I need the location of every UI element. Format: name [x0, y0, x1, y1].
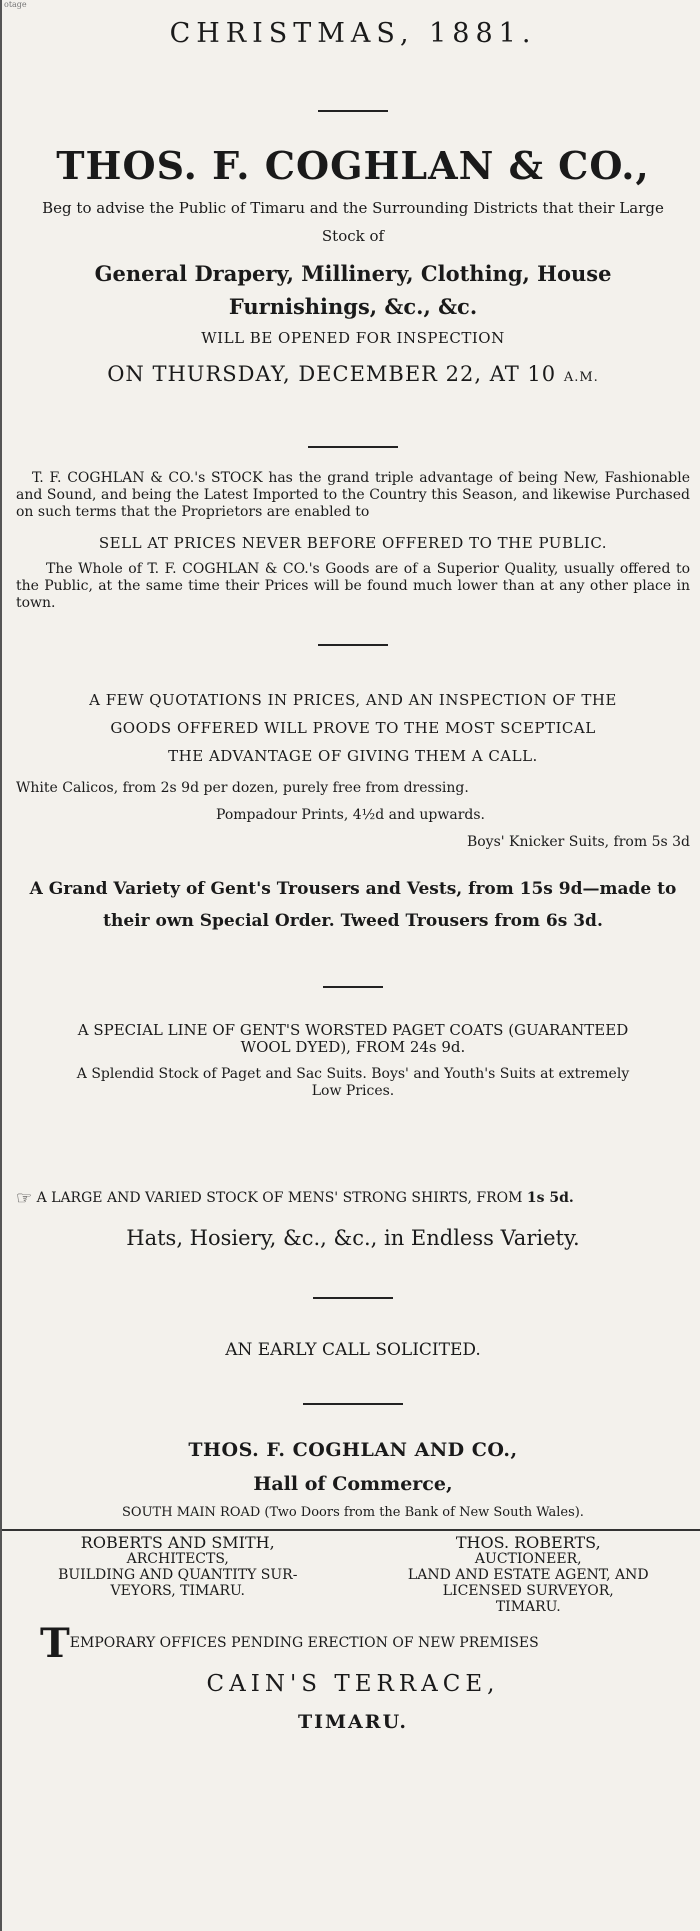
goods-line-1: General Drapery, Millinery, Clothing, House [94, 261, 612, 286]
footer-left-line4: VEYORS, TIMARU. [110, 1583, 245, 1599]
prints-price: Pompadour Prints, 4½d and upwards. [216, 807, 485, 823]
footer-left-line2: ARCHITECTS, [126, 1551, 229, 1567]
closing-firm: THOS. F. COGHLAN AND CO., [188, 1439, 518, 1461]
opening-date-main: ON THURSDAY, DECEMBER 22, AT 10 [107, 362, 557, 386]
footer-divider [2, 1529, 700, 1531]
timaru-town: TIMARU. [297, 1711, 409, 1733]
cains-terrace: CAIN'S TERRACE, [206, 1671, 500, 1697]
quotations-line-3: THE ADVANTAGE OF GIVING THEM A CALL. [168, 747, 538, 765]
knicker-price: Boys' Knicker Suits, from 5s 3d [466, 834, 690, 850]
advise-text: Beg to advise the Public of Timaru and the Surrounding Districts that their Large Stock of [42, 199, 664, 245]
footer-right-line5: TIMARU. [495, 1599, 561, 1615]
temporary-offices [16, 1620, 690, 1667]
footer-right-line3: LAND AND ESTATE AGENT, AND [407, 1567, 649, 1583]
hall-of-commerce: Hall of Commerce, [253, 1473, 453, 1495]
divider [318, 110, 388, 112]
divider [318, 644, 388, 646]
shirts-price: 1s 5d. [526, 1190, 574, 1206]
shirts-line [16, 1188, 690, 1209]
pointing-hand-icon: ☞ [16, 1188, 33, 1209]
divider [323, 986, 383, 988]
closing-address: SOUTH MAIN ROAD (Two Doors from the Bank of New South Wales). [122, 1505, 584, 1520]
paget-line-2: WOOL DYED), FROM 24s 9d. [240, 1038, 466, 1056]
opening-date [16, 354, 690, 398]
opened-text: WILL BE OPENED FOR INSPECTION [201, 329, 505, 347]
divider [308, 446, 398, 448]
page-title: CHRISTMAS, 1881. [169, 18, 537, 49]
footer-right-line4: LICENSED SURVEYOR, [442, 1583, 614, 1599]
footer-left-column [16, 1535, 340, 1615]
early-call: AN EARLY CALL SOLICITED. [225, 1340, 481, 1360]
quotations-line-2: GOODS OFFERED WILL PROVE TO THE MOST SCEPTICAL [110, 719, 596, 737]
calicos-price: White Calicos, from 2s 9d per dozen, purely free from dressing. [16, 780, 469, 796]
footer-right-column [366, 1535, 690, 1615]
footer-right-name: THOS. ROBERTS, [455, 1533, 601, 1552]
paget-line-1: A SPECIAL LINE OF GENT'S WORSTED PAGET COATS (GUARANTEED [77, 1021, 629, 1039]
divider [313, 1297, 393, 1299]
footer-left-name: ROBERTS AND SMITH, [80, 1533, 275, 1552]
footer-right-line2: AUCTIONEER, [474, 1551, 582, 1567]
paget-suits-line-1: A Splendid Stock of Paget and Sac Suits. Boys' and Youth's Suits at extremely [76, 1066, 630, 1082]
footer-columns [16, 1535, 690, 1615]
firm-heading: THOS. F. COGHLAN & CO., [56, 143, 650, 188]
corner-mark: otage [4, 0, 27, 9]
stock-paragraph-2: The Whole of T. F. COGHLAN & CO.'s Goods are of a Superior Quality, usually offered to the Public, at the same time their Prices will be found much lower than at any other place in town. [16, 561, 690, 611]
hats-line: Hats, Hosiery, &c., &c., in Endless Variety. [126, 1226, 580, 1250]
paget-suits-line-2: Low Prices. [311, 1083, 395, 1099]
shirts-text: A LARGE AND VARIED STOCK OF MENS' STRONG SHIRTS, FROM [36, 1190, 523, 1206]
trousers-line-1: A Grand Variety of Gent's Trousers and Vests, from 15s 9d—made to [29, 879, 677, 899]
dropcap-letter: T [40, 1620, 70, 1667]
trousers-line-2: their own Special Order. Tweed Trousers from 6s 3d. [103, 911, 603, 931]
quotations-line-1: A FEW QUOTATIONS IN PRICES, AND AN INSPECTION OF THE [89, 691, 617, 709]
offices-text: EMPORARY OFFICES PENDING ERECTION OF NEW PREMISES [69, 1635, 539, 1651]
divider [303, 1403, 403, 1405]
opening-date-am: A.M. [563, 370, 599, 385]
goods-line-2: Furnishings, &c., &c. [228, 294, 478, 319]
footer-left-line3: BUILDING AND QUANTITY SUR- [58, 1567, 298, 1583]
stock-paragraph-1: T. F. COGHLAN & CO.'s STOCK has the grand triple advantage of being New, Fashionable and Sound, and being the Latest Imported to the Country this Season, and likewise Purchased on such terms that the Proprietors are enabled to [16, 470, 690, 520]
sell-line: SELL AT PRICES NEVER BEFORE OFFERED TO THE PUBLIC. [98, 534, 608, 552]
